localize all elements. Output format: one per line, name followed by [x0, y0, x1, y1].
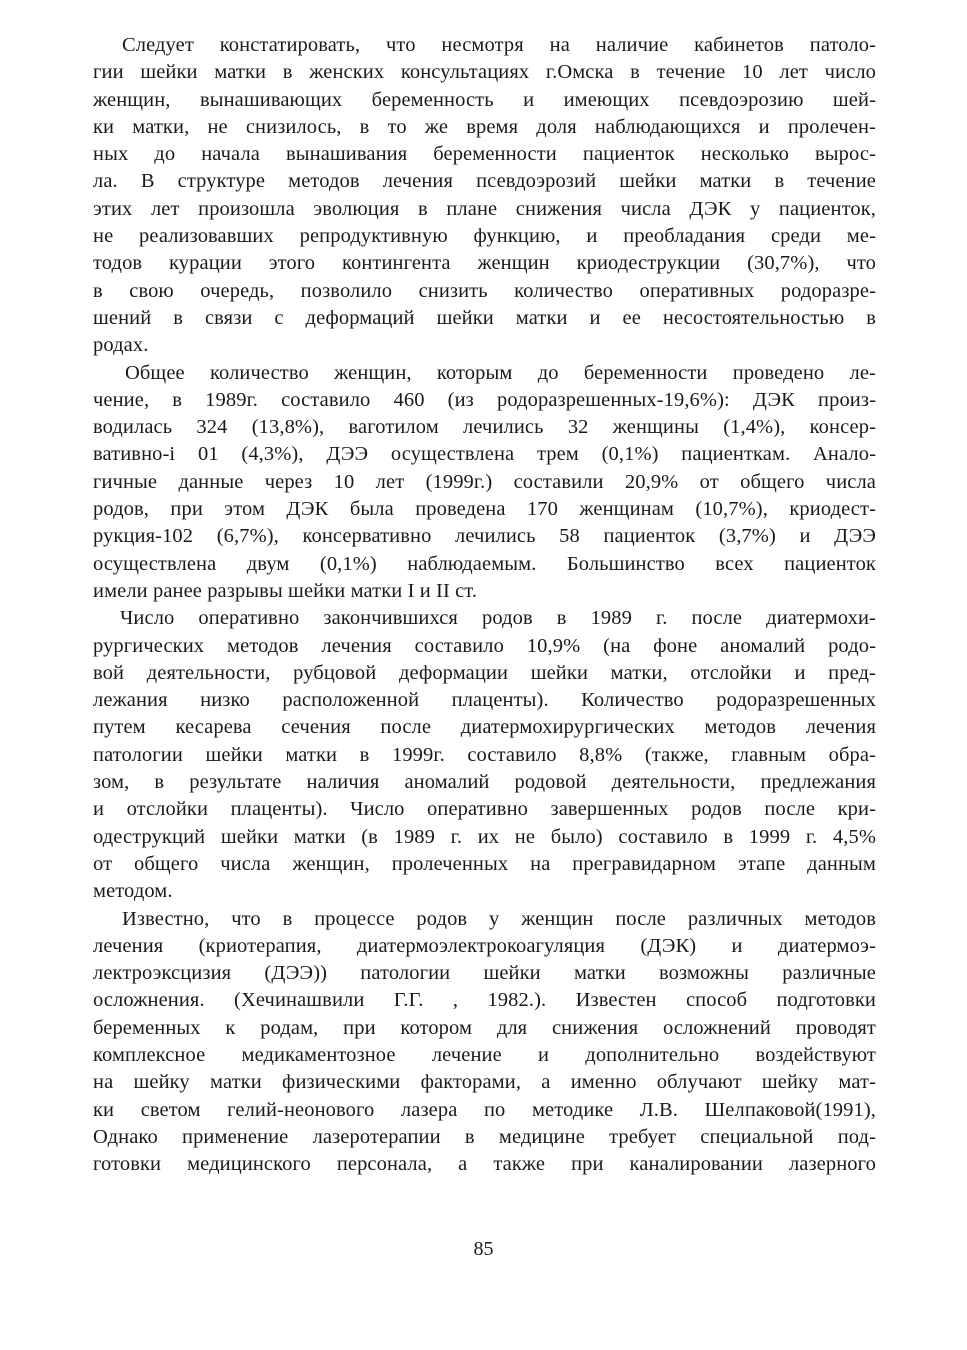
text-line: осуществлена двум (0,1%) наблюдаемым. Большинство всех пациенток — [93, 552, 876, 575]
text-line: на шейку матки физическими факторами, а именно облучают шейку мат- — [93, 1071, 876, 1094]
text-line: путем кесарева сечения после диатермохирургических методов лечения — [93, 716, 876, 739]
text-line: ных до начала вынашивания беременности пациенток несколько вырос- — [93, 143, 876, 166]
text-line: ки светом гелий-неонового лазера по методике Л.В. Шелпаковой(1991), — [93, 1098, 876, 1121]
text-line: лечения (криотерапия, диатермоэлектрокоагуляция (ДЭК) и диатермоэ- — [93, 934, 876, 957]
text-line: Следует констатировать, что несмотря на наличие кабинетов патоло- — [122, 34, 876, 56]
text-line: готовки медицинского персонала, а также при каналировании лазерного — [93, 1153, 876, 1176]
text-line: зом, в результате наличия аномалий родовой деятельности, предлежания — [93, 771, 876, 794]
text-line: вативно-i 01 (4,3%), ДЭЭ осуществлена трем (0,1%) пациенткам. Анало- — [93, 443, 876, 466]
text-line: беременных к родам, при котором для снижения осложнений проводят — [93, 1016, 876, 1039]
text-line: лектроэксцизия (ДЭЭ)) патологии шейки матки возможны различные — [93, 962, 876, 985]
text-line: Известно, что в процессе родов у женщин после различных методов — [122, 907, 876, 930]
paragraph-4 — [93, 906, 876, 1179]
text-line: Общее количество женщин, которым до беременности проведено ле- — [125, 361, 876, 384]
text-line: лежания низко расположенной плаценты). Количество родоразрешенных — [93, 689, 876, 712]
text-line: гии шейки матки в женских консультациях г.Омска в течение 10 лет число — [93, 61, 876, 84]
text-line: гичные данные через 10 лет (1999г.) составили 20,9% от общего числа — [93, 470, 876, 493]
text-line: чение, в 1989г. составило 460 (из родоразрешенных-19,6%): ДЭК произ- — [93, 388, 876, 411]
text-line: водилась 324 (13,8%), ваготилом лечились 32 женщины (1,4%), консер- — [93, 416, 876, 439]
text-line: рукция-102 (6,7%), консервативно лечились 58 пациенток (3,7%) и ДЭЭ — [93, 525, 876, 548]
text-line: этих лет произошла эволюция в плане снижения числа ДЭК у пациенток, — [93, 197, 876, 220]
text-line: ла. В структуре методов лечения псевдоэрозий шейки матки в течение — [93, 170, 876, 193]
page-number: 85 — [473, 1238, 494, 1260]
body-text — [93, 32, 876, 1178]
text-line: одеструкций шейки матки (в 1989 г. их не было) составило в 1999 г. 4,5% — [93, 825, 876, 848]
text-line: шений в связи с деформаций шейки матки и ее несостоятельностью в — [93, 306, 876, 329]
text-line: Число оперативно закончившихся родов в 1989 г. после диатермохи- — [120, 607, 876, 630]
text-line: вой деятельности, рубцовой деформации шейки матки, отслойки и пред- — [93, 661, 876, 684]
text-line: в свою очередь, позволило снизить количество оперативных родоразре- — [93, 279, 876, 302]
paragraph-3 — [93, 605, 876, 905]
text-line: комплексное медикаментозное лечение и дополнительно воздействуют — [93, 1043, 876, 1066]
text-line: родов, при этом ДЭК была проведена 170 женщинам (10,7%), криодест- — [93, 498, 876, 521]
text-line: ки матки, не снизилось, в то же время доля наблюдающихся и пролечен- — [93, 115, 876, 138]
text-line: и отслойки плаценты). Число оперативно завершенных родов после кри- — [93, 798, 876, 821]
text-line: патологии шейки матки в 1999г. составило 8,8% (также, главным обра- — [93, 743, 876, 766]
text-line: осложнения. (Хечинашвили Г.Г. , 1982.). Известен способ подготовки — [93, 989, 876, 1012]
text-line: не реализовавших репродуктивную функцию, и преобладания среди ме- — [93, 225, 876, 248]
text-line: тодов курации этого контингента женщин криодеструкции (30,7%), что — [93, 252, 876, 275]
text-line: Однако применение лазеротерапии в медицине требует специальной под- — [93, 1125, 876, 1148]
paragraph-1 — [93, 32, 876, 360]
paragraph-2 — [93, 360, 876, 606]
text-line: имели ранее разрывы шейки матки I и II ст. — [93, 579, 478, 602]
text-line: рургических методов лечения составило 10,9% (на фоне аномалий родо- — [93, 634, 876, 657]
text-line: от общего числа женщин, пролеченных на прегравидарном этапе данным — [93, 852, 876, 875]
text-line: женщин, вынашивающих беременность и имеющих псевдоэрозию шей- — [93, 88, 876, 111]
text-line: методом. — [93, 880, 173, 903]
text-line: родах. — [93, 334, 149, 357]
